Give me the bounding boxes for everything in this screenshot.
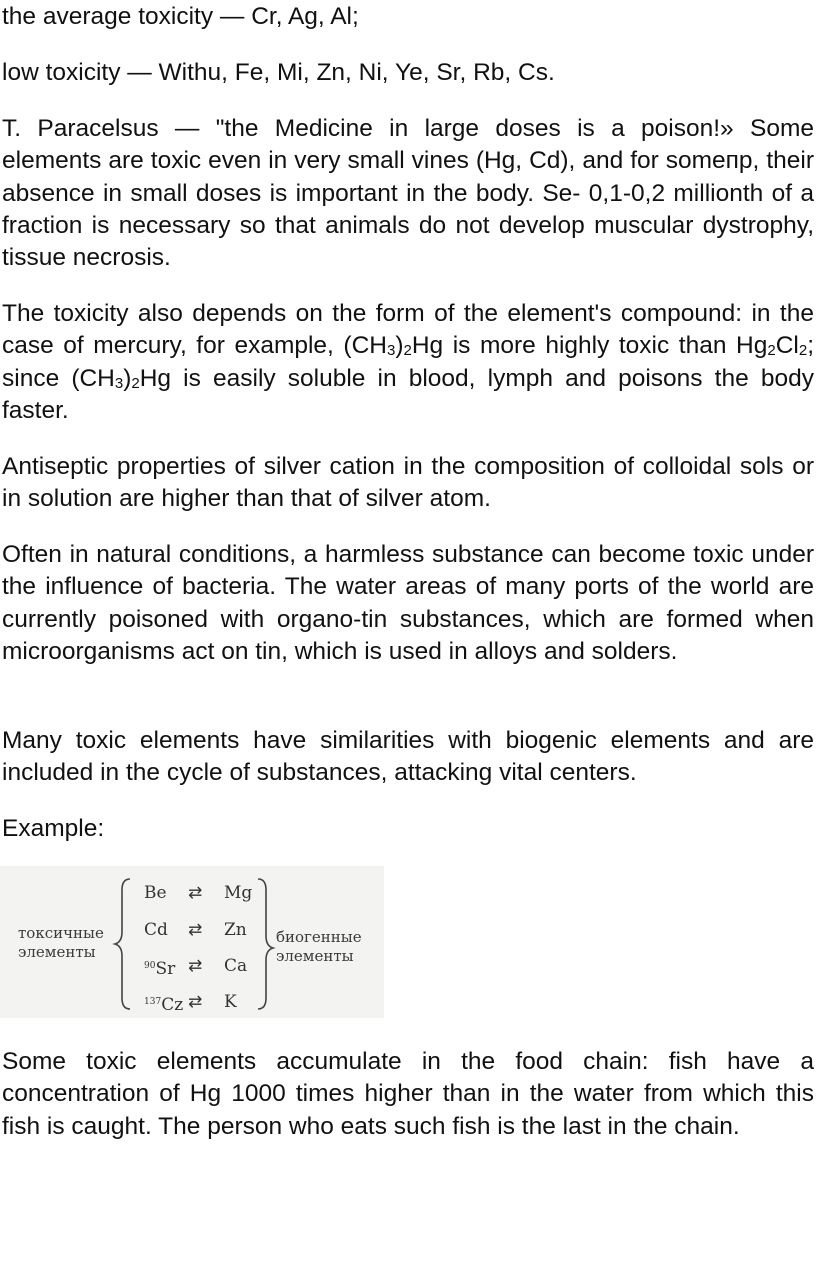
figure-row-cz-k [138, 989, 266, 1015]
figure-row-be-mg [138, 880, 266, 906]
paragraph-low-toxicity: low toxicity — Withu, Fe, Mi, Zn, Ni, Ye, Sr, Rb, Cs. [2, 59, 555, 86]
paragraph-paracelsus: T. Paracelsus — "the Medicine in large doses is a poison!» Some elements are toxic even in very small vines (Hg, Cd), and for someпр, their absence in small doses is important in the body. Se- 0,1-0,2 millionth of a fraction is necessary so that animals do not develop muscular dystrophy, tissue necrosis. [2, 115, 814, 272]
biogenic-element: Mg [224, 883, 253, 903]
paragraph-bacteria: Often in natural conditions, a harmless substance can become toxic under the influence of bacteria. The water areas of many ports of the world are currently poisoned with organo-tin substances, which are formed when microorganisms act on tin, which is used in alloys and solders. [2, 541, 814, 665]
equilibrium-arrow-icon: ⇄ [188, 992, 203, 1012]
biogenic-element: K [224, 992, 237, 1012]
paragraph-food-chain: Some toxic elements accumulate in the food chain: fish have a concentration of Hg 1000 times higher than in the water from which this fish is caught. The person who eats such fish is the last in the chain. [2, 1048, 814, 1140]
paragraph-compound-form: The toxicity also depends on the form of the element's compound: in the case of mercury, for example, $(CH_3)_2Hg$ is more highly toxic than $Hg_2Cl_2$; since $(CH_3)_2Hg$ is easily soluble in blood, lymph and poisons the body faster. [2, 300, 815, 424]
mass-number: 137 [144, 997, 162, 1007]
figure-row-sr-ca [138, 953, 266, 979]
toxic-element: $^{137}$Cz [144, 995, 184, 1015]
biogenic-elements-label: биогенные элементы [276, 928, 362, 965]
figure-row-cd-zn [138, 917, 266, 943]
paragraph-average-toxicity: the average toxicity — Cr, Ag, Al; [2, 3, 359, 30]
left-brace [112, 876, 134, 1012]
paragraph-toxic-biogenic: Many toxic elements have similarities with biogenic elements and are included in the cycle of substances, attacking vital centers. [2, 727, 814, 787]
equilibrium-arrow-icon: ⇄ [188, 956, 203, 976]
right-brace [254, 876, 276, 1012]
biogenic-element: Zn [224, 920, 247, 940]
toxic-elements-label: токсичные элементы [18, 924, 104, 961]
toxic-element: $^{90}$Sr [144, 959, 176, 979]
paragraph-antiseptic: Antiseptic properties of silver cation in the composition of colloidal sols or in solution are higher than that of silver atom. [2, 453, 814, 513]
paragraph-example: Example: [2, 815, 105, 842]
toxic-element: Be [144, 883, 167, 903]
equilibrium-arrow-icon: ⇄ [188, 920, 203, 940]
toxic-biogenic-figure [0, 866, 384, 1018]
equilibrium-arrow-icon: ⇄ [188, 883, 203, 903]
mass-number: 90 [144, 961, 156, 971]
toxic-element: Cd [144, 920, 168, 940]
biogenic-element: Ca [224, 956, 248, 976]
